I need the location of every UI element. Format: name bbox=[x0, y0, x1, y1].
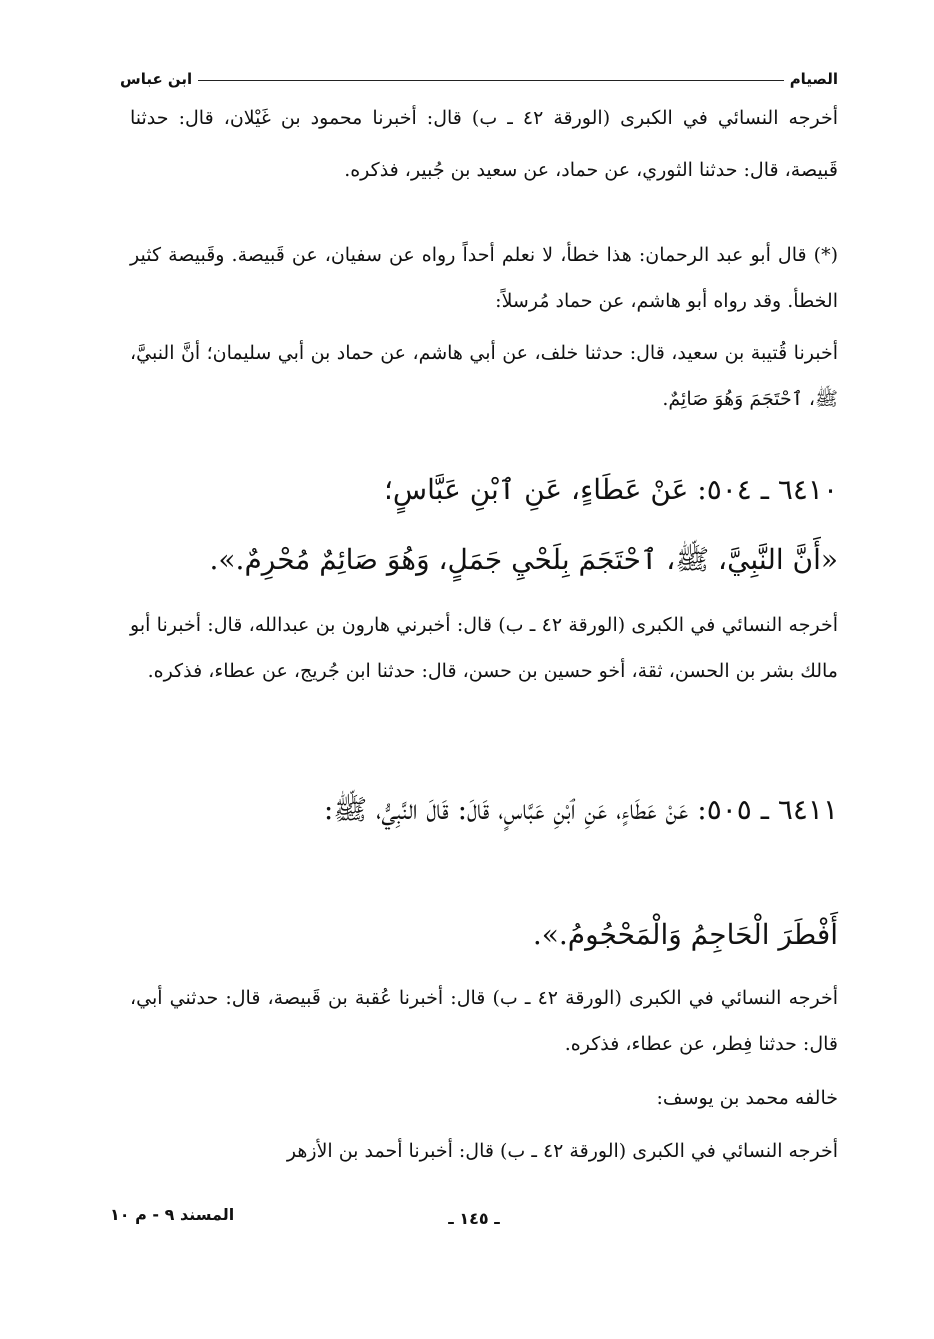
commentary-paragraph-3: أخرجه النسائي في الكبرى (الورقة ٤٢ ـ ب) قال: أخبرني هارون بن عبدالله، قال: أخبرنا أبو مالك بشر بن الحسن، ثقة، أخو حسين بن حسن، قال: حدثنا ابن جُريج، عن عطاء، فذكره. bbox=[130, 614, 838, 682]
hadith-6410-matn: «أَنَّ النَّبِيَّ، ﷺ، ٱحْتَجَمَ بِلَحْيِ جَمَلٍ، وَهُوَ صَائِمٌ مُحْرِمٌ.». bbox=[209, 543, 838, 576]
header-rule bbox=[198, 80, 783, 81]
commentary-paragraph-4: أخرجه النسائي في الكبرى (الورقة ٤٢ ـ ب) قال: أخبرنا عُقبة بن قَبيصة، قال: حدثني أبي، قال: حدثنا فِطر، عن عطاء، فذكره. bbox=[130, 987, 839, 1055]
hadith-6411-isnad: ٦٤١١ ـ ٥٠٥: عَنْ عَطَاءٍ، عَنِ ٱبْنِ عَبَّاسٍ، قَالَ: قَالَ النَّبِيُّ، ﷺ: bbox=[323, 793, 838, 826]
running-header bbox=[120, 58, 838, 88]
commentary-note: (*) قال أبو عبد الرحمان: هذا خطأ، لا نعلم أحداً رواه عن سفيان، عن قَبيصة. وقَبيصة كثير الخطأ. وقد رواه أبو هاشم، عن حماد مُرسلاً: bbox=[130, 244, 838, 312]
hadith-6410-isnad: ٦٤١٠ ـ ٥٠٤: عَنْ عَطَاءٍ، عَنِ ٱبْنِ عَبَّاسٍ؛ bbox=[384, 473, 838, 506]
commentary-paragraph-1: أخرجه النسائي في الكبرى (الورقة ٤٢ ـ ب) قال: أخبرنا محمود بن غَيْلان، قال: حدثنا قَبيصة، قال: حدثنا الثوري، عن حماد، عن سعيد بن جُبير، فذكره. bbox=[130, 107, 838, 181]
commentary-paragraph-6: أخرجه النسائي في الكبرى (الورقة ٤٢ ـ ب) قال: أخبرنا أحمد بن الأزهر bbox=[286, 1140, 838, 1162]
page-footer bbox=[110, 1205, 838, 1235]
commentary-paragraph-5: خالفه محمد بن يوسف: bbox=[656, 1087, 838, 1109]
page-number: ـ ١٤٥ ـ bbox=[448, 1209, 500, 1228]
commentary-paragraph-2: أخبرنا قُتيبة بن سعيد، قال: حدثنا خلف، عن أبي هاشم، عن حماد بن أبي سليمان؛ أنَّ النبيَّ، ﷺ، ٱحْتَجَمَ وَهُوَ صَائِمٌ. bbox=[130, 342, 838, 410]
hadith-6411-matn: أَفْطَرَ الْحَاجِمُ وَالْمَحْجُومُ.». bbox=[532, 918, 838, 951]
header-section-title: ابن عباس bbox=[120, 70, 193, 88]
header-chapter-title: الصيام bbox=[789, 70, 838, 88]
signature-marker: المسند ٩ - م ١٠ bbox=[110, 1205, 235, 1224]
